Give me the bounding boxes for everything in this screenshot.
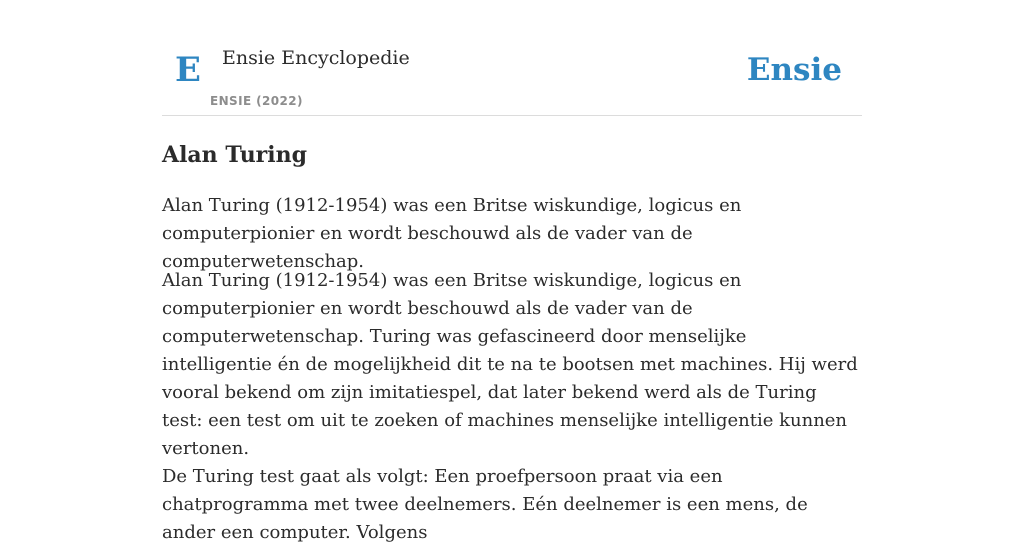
card-header (162, 0, 862, 116)
article-summary: Alan Turing (1912-1954) was een Britse wiskundige, logicus en computerpionier en wordt beschouwd als de vader van de computerwetenschap. (162, 195, 742, 272)
ensie-logo-icon: E (175, 50, 201, 90)
article-title: Alan Turing (162, 142, 308, 168)
site-name: Ensie Encyclopedie (222, 47, 410, 69)
article-paragraph: De Turing test gaat als volgt: Een proefpersoon praat via een chatprogramma met twee deelnemers. Eén deelnemer is een mens, de ander een computer. Volgens (162, 466, 808, 543)
share-card (162, 0, 862, 543)
article-paragraph: Alan Turing (1912-1954) was een Britse wiskundige, logicus en computerpionier en wordt beschouwd als de vader van de computerwetenschap. Turing was gefascineerd door menselijke intelligentie én de mogelijkheid dit te na te bootsen met machines. Hij werd vooral bekend om zijn imitatiespel, dat later bekend werd als de Turing test: een test om uit te zoeken of machines menselijke intelligentie kunnen vertonen. (162, 270, 858, 459)
brand-wordmark: Ensie (746, 52, 842, 88)
source-label: ENSIE (2022) (210, 94, 303, 108)
